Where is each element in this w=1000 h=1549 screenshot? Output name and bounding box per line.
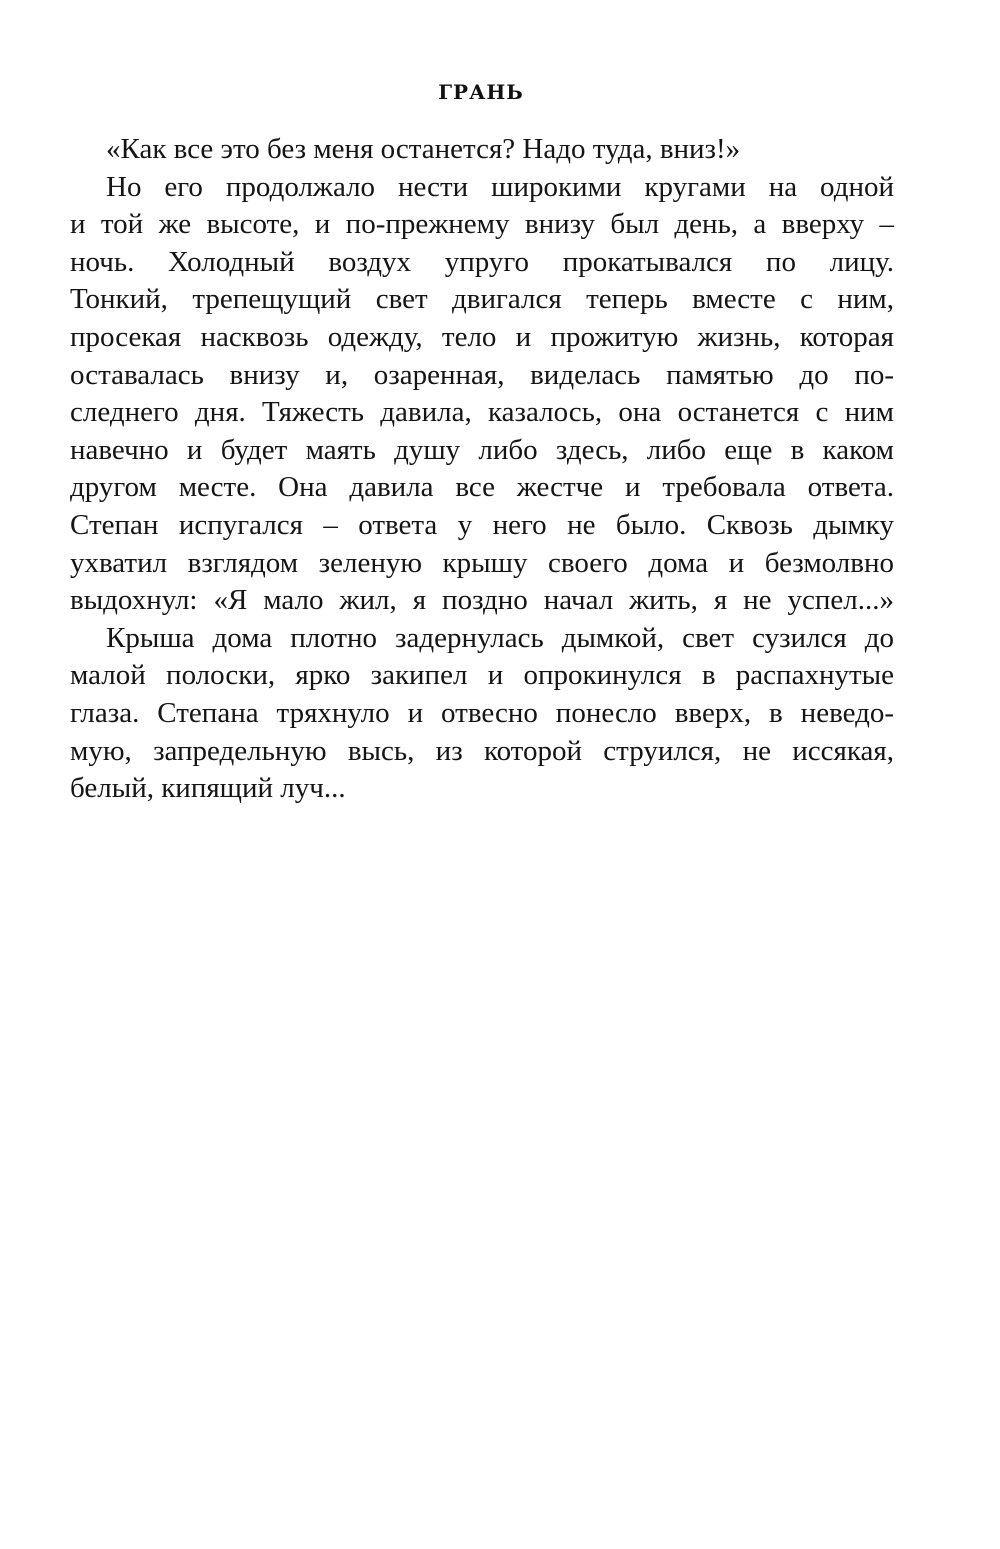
text-line: ночь. Холодный воздух упруго прокатывался по лицу.	[70, 245, 894, 278]
text-line: Но его продолжало нести широкими кругами на одной	[106, 170, 894, 203]
text-line: выдохнул: «Я мало жил, я поздно начал жить, я не успел...»	[70, 584, 894, 617]
text-line: следнего дня. Тяжесть давила, казалось, она останется с ним	[70, 396, 894, 429]
text-line: другом месте. Она давила все жестче и требовала ответа.	[70, 471, 894, 504]
text-line: мую, запредельную высь, из которой струился, не иссякая,	[70, 734, 894, 767]
text-line: навечно и будет маять душу либо здесь, либо еще в каком	[70, 433, 894, 466]
text-line: белый, кипящий луч...	[70, 772, 346, 805]
text-line: и той же высоте, и по-прежнему внизу был день, а вверху –	[70, 208, 894, 241]
text-line: глаза. Степана тряхнуло и отвесно понесло вверх, в неведо-	[70, 696, 894, 729]
body-text	[70, 131, 894, 808]
text-line: «Как все это без меня останется? Надо туда, вниз!»	[106, 133, 741, 165]
text-line: просекая насквозь одежду, тело и прожитую жизнь, которая	[70, 320, 894, 353]
text-line: Степан испугался – ответа у него не было. Сквозь дымку	[70, 508, 894, 541]
chapter-title: ГРАНЬ	[438, 80, 524, 104]
text-line: малой полоски, ярко закипел и опрокинулся в распахнутые	[70, 659, 894, 692]
text-line: Тонкий, трепещущий свет двигался теперь вместе с ним,	[70, 283, 894, 316]
text-line: ухватил взглядом зеленую крышу своего дома и безмолвно	[70, 546, 894, 579]
text-line: Крыша дома плотно задернулась дымкой, свет сузился до	[106, 621, 894, 654]
text-line: оставалась внизу и, озаренная, виделась памятью до по-	[70, 358, 894, 391]
